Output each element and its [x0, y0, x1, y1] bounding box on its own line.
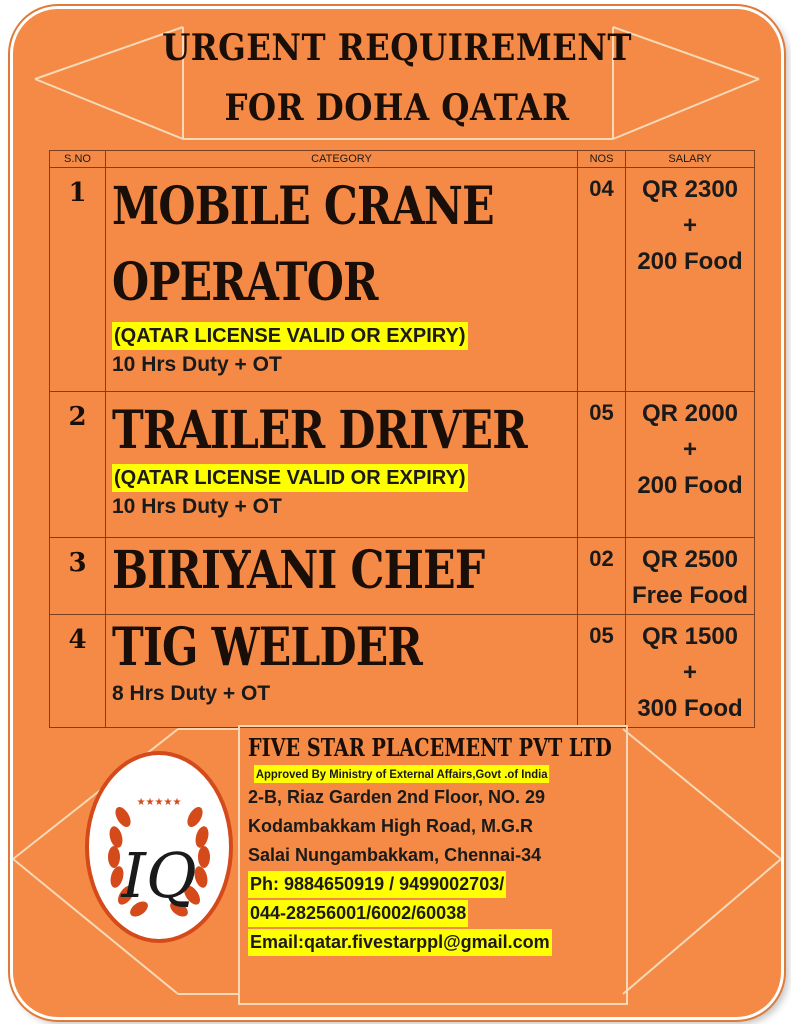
row-nos: 04: [578, 168, 626, 392]
salary-amount: QR 1500: [641, 623, 739, 650]
company-info: [238, 725, 628, 1005]
company-name: FIVE STAR PLACEMENT PVT LTD: [248, 733, 612, 762]
salary-plus: +: [682, 659, 697, 686]
email-address[interactable]: Email:qatar.fivestarppl@gmail.com: [248, 929, 552, 956]
row-salary: [626, 168, 755, 392]
phone-line-2: 044-28256001/6002/60038: [248, 900, 468, 927]
row-category: [106, 392, 578, 538]
row-nos: 05: [578, 392, 626, 538]
license-note: (QATAR LICENSE VALID OR EXPIRY): [112, 464, 468, 492]
salary-amount: QR 2300: [641, 176, 739, 203]
row-category: [106, 538, 578, 615]
phone-line-1: Ph: 9884650919 / 9499002703/: [248, 871, 506, 898]
table-row: [50, 615, 755, 728]
row-salary: [626, 615, 755, 728]
row-sno: 2: [50, 392, 106, 538]
row-salary: [626, 392, 755, 538]
salary-food: Free Food: [631, 582, 748, 609]
salary-plus: +: [682, 212, 697, 239]
column-header-nos: NOS: [578, 151, 626, 168]
row-sno: 1: [50, 168, 106, 392]
job-table: [49, 150, 755, 728]
row-nos: 02: [578, 538, 626, 615]
duty-hours: 10 Hrs Duty + OT: [112, 495, 282, 518]
salary-food: 200 Food: [637, 472, 743, 499]
salary-food: 200 Food: [637, 248, 743, 275]
svg-text:★★★★★: ★★★★★: [136, 797, 182, 808]
job-title-line-1: TRAILER DRIVER: [112, 400, 527, 461]
headline-line-1: URGENT REQUIREMENT: [162, 27, 632, 69]
table-row: [50, 168, 755, 392]
salary-amount: QR 2000: [641, 400, 739, 427]
duty-hours: 8 Hrs Duty + OT: [112, 682, 271, 705]
table-row: [50, 538, 755, 615]
license-note: (QATAR LICENSE VALID OR EXPIRY): [112, 322, 468, 350]
headline-line-2: FOR DOHA QATAR: [224, 87, 570, 129]
table-row: [50, 392, 755, 538]
logo-letters: IQ: [121, 839, 197, 912]
job-title-line-1: TIG WELDER: [112, 617, 423, 678]
row-category: [106, 615, 578, 728]
table-header-row: [50, 151, 755, 168]
address-line-1: 2-B, Riaz Garden 2nd Floor, NO. 29: [248, 787, 546, 807]
column-header-category: CATEGORY: [106, 151, 578, 168]
column-header-sno: S.NO: [50, 151, 106, 168]
row-category: [106, 168, 578, 392]
row-sno: 4: [50, 615, 106, 728]
address-line-2: Kodambakkam High Road, M.G.R: [248, 816, 534, 836]
salary-plus: +: [682, 436, 697, 463]
address-line-3: Salai Nungambakkam, Chennai-34: [248, 845, 542, 865]
job-title-line-1: MOBILE CRANE: [112, 176, 494, 237]
salary-food: 300 Food: [637, 695, 743, 722]
job-title-line-2: OPERATOR: [112, 252, 378, 313]
approval-note: Approved By Ministry of External Affairs,Govt .of India: [255, 767, 548, 781]
salary-amount: QR 2500: [641, 546, 739, 573]
duty-hours: 10 Hrs Duty + OT: [112, 353, 282, 376]
company-logo: [83, 747, 235, 947]
row-salary: [626, 538, 755, 615]
column-header-salary: SALARY: [626, 151, 755, 168]
row-sno: 3: [50, 538, 106, 615]
row-nos: 05: [578, 615, 626, 728]
job-poster: [10, 6, 784, 1020]
job-title-line-1: BIRIYANI CHEF: [112, 540, 485, 601]
